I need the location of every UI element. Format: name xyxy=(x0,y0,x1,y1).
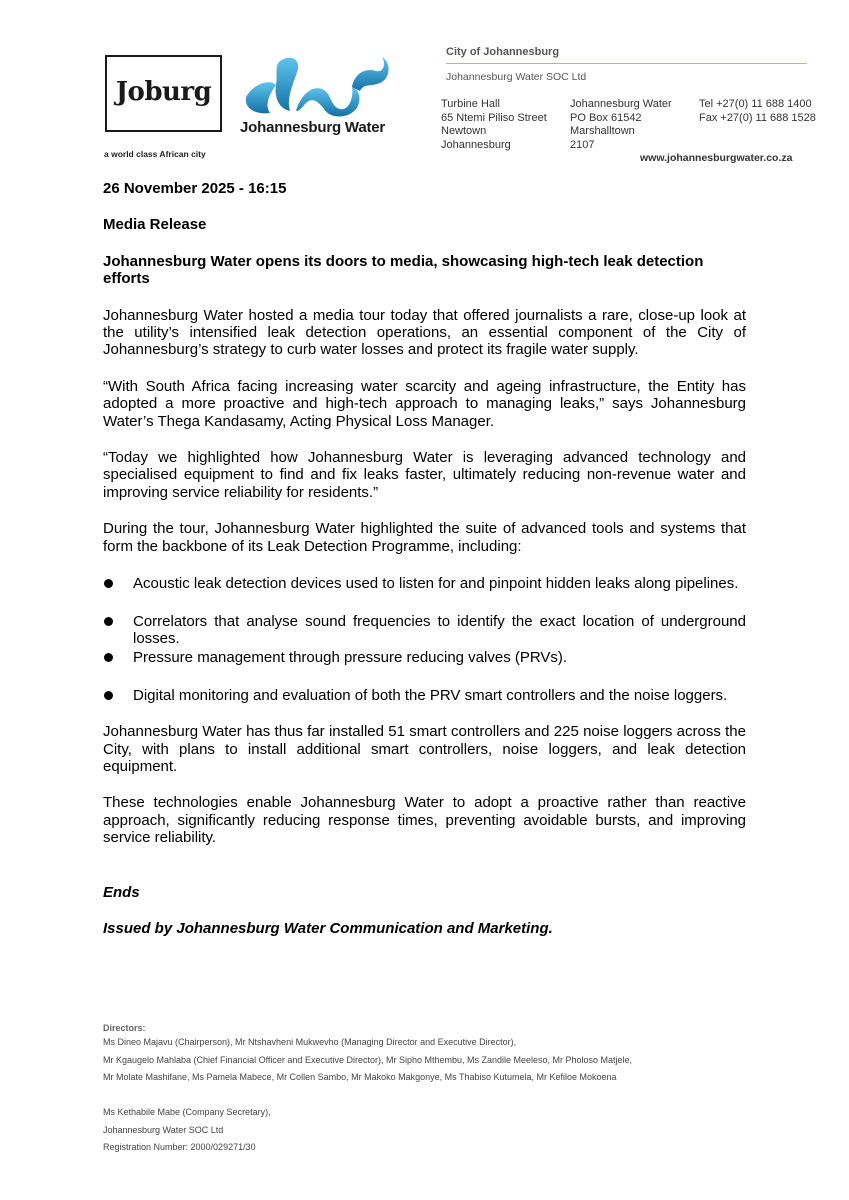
issued-by: Issued by Johannesburg Water Communication and Marketing. xyxy=(103,919,553,937)
release-body xyxy=(103,180,746,937)
joburg-logo xyxy=(105,55,222,132)
paragraph: During the tour, Johannesburg Water highlighted the suite of advanced tools and systems that form the backbone of its Leak Detection Programme, including: xyxy=(103,520,746,555)
paragraph: Johannesburg Water has thus far installed 51 smart controllers and 225 noise loggers across the City, with plans to install additional smart controllers, noise loggers, and leak detection equipment. xyxy=(103,723,746,775)
paragraph: “With South Africa facing increasing water scarcity and ageing infrastructure, the Entity has adopted a more proactive and high-tech approach to managing leaks,” says Johannesburg Water’s Thega Kandasamy, Acting Physical Loss Manager. xyxy=(103,377,746,430)
directors-line: Mr Kgaugelo Mahlaba (Chief Financial Officer and Executive Director), Mr Sipho Mthembu, Ms Zandile Meeleso, Mr Pholoso Matjele, xyxy=(103,1054,633,1065)
telephone: Tel +27(0) 11 688 1400 xyxy=(699,98,812,110)
bullet-dot-icon xyxy=(104,691,113,700)
footer-company: Johannesburg Water SOC Ltd xyxy=(103,1124,224,1135)
bullet-item xyxy=(103,649,746,666)
directors-label: Directors: xyxy=(103,1023,146,1033)
directors-line: Ms Dineo Majavu (Chairperson), Mr Ntshavheni Mukwevho (Managing Director and Executive Director), xyxy=(103,1037,517,1047)
header-divider xyxy=(446,63,807,64)
address-line: Johannesburg Water xyxy=(570,98,672,110)
contact-numbers xyxy=(699,98,816,125)
physical-address xyxy=(441,98,547,152)
address-line: Johannesburg xyxy=(441,138,511,151)
bullet-dot-icon xyxy=(104,617,113,626)
bullet-item xyxy=(103,613,746,648)
bullet-text: Pressure management through pressure reducing valves (PRVs). xyxy=(133,649,568,667)
address-line: Turbine Hall xyxy=(441,98,500,110)
company-details xyxy=(103,1104,271,1157)
release-type: Media Release xyxy=(103,216,207,234)
registration-number: Registration Number: 2000/029271/30 xyxy=(103,1142,256,1152)
johannesburg-water-logo-icon xyxy=(240,53,390,119)
address-line: 2107 xyxy=(570,138,595,151)
directors-line: Mr Molate Mashifane, Ms Pamela Mabece, Mr Collen Sambo, Mr Makoko Makgonye, Ms Thabiso Kutumela, Mr Kefiloe Mokoena xyxy=(103,1072,617,1082)
bullet-text: Digital monitoring and evaluation of both the PRV smart controllers and the noise loggers. xyxy=(133,686,728,704)
bullet-text: Correlators that analyse sound frequencies to identify the exact location of underground losses. xyxy=(133,612,746,647)
company-name: Johannesburg Water SOC Ltd xyxy=(446,71,587,83)
address-line: Newtown xyxy=(441,125,487,137)
bullet-item xyxy=(103,687,746,704)
johannesburg-water-logo-text: Johannesburg Water xyxy=(240,119,386,136)
postal-address xyxy=(570,98,672,152)
bullet-text: Acoustic leak detection devices used to listen for and pinpoint hidden leaks along pipelines. xyxy=(133,575,739,593)
company-secretary: Ms Kethabile Mabe (Company Secretary), xyxy=(103,1107,271,1117)
release-headline: Johannesburg Water opens its doors to media, showcasing high-tech leak detection efforts xyxy=(103,252,704,288)
bullet-item xyxy=(103,575,746,592)
directors-list xyxy=(103,1034,632,1087)
release-date: 26 November 2025 - 16:15 xyxy=(103,180,287,197)
bullet-dot-icon xyxy=(104,653,113,662)
address-line: Marshalltown xyxy=(570,125,635,137)
address-line: PO Box 61542 xyxy=(570,111,642,124)
joburg-tagline: a world class African city xyxy=(104,149,206,159)
joburg-logo-text: Joburg xyxy=(115,77,212,107)
website-link[interactable]: www.johannesburgwater.co.za xyxy=(640,152,793,164)
bullet-dot-icon xyxy=(104,579,113,588)
paragraph: These technologies enable Johannesburg Water to adopt a proactive rather than reactive approach, significantly reducing response times, preventing avoidable bursts, and improving service reliability. xyxy=(103,794,746,847)
city-name: City of Johannesburg xyxy=(446,46,560,58)
release-ends: Ends xyxy=(103,883,140,901)
paragraph: Johannesburg Water hosted a media tour today that offered journalists a rare, close-up look at the utility’s intensified leak detection operations, an essential component of the City of Johannesburg’s strategy to curb water losses and protect its fragile water supply. xyxy=(103,306,746,359)
paragraph: “Today we highlighted how Johannesburg Water is leveraging advanced technology and specialised equipment to find and fix leaks faster, ultimately reducing non-revenue water and improving service reliability for residents.” xyxy=(103,449,746,501)
address-line: 65 Ntemi Piliso Street xyxy=(441,111,547,124)
fax: Fax +27(0) 11 688 1528 xyxy=(699,111,816,124)
